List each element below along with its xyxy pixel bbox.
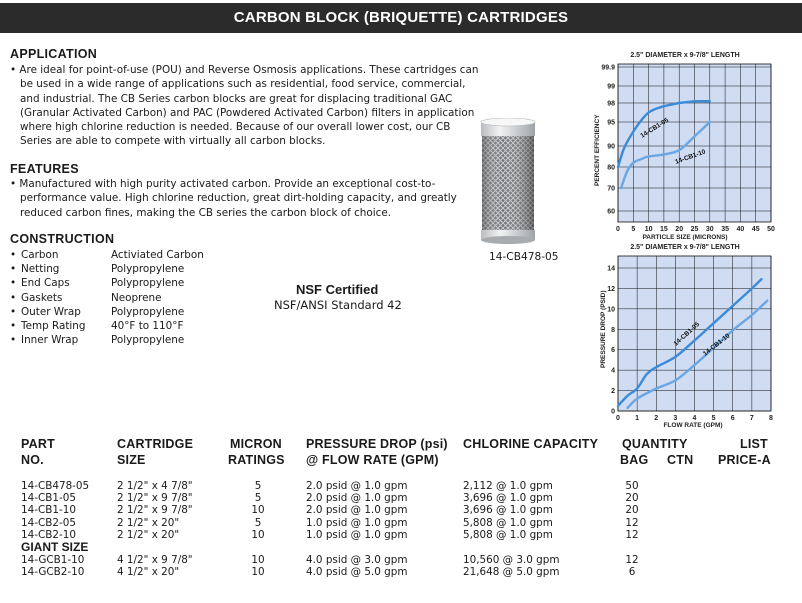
cell-bag: 12 bbox=[625, 528, 639, 541]
x-axis-label: PARTICLE SIZE (MICRONS) bbox=[642, 234, 728, 241]
header-pressure-line2: @ FLOW RATE (GPM) bbox=[306, 453, 439, 467]
y-tick-label: 80 bbox=[607, 164, 615, 172]
header-part bbox=[21, 436, 55, 468]
cell-micron: 10 bbox=[251, 528, 265, 541]
price-table bbox=[0, 480, 802, 578]
header-part-line2: NO. bbox=[21, 453, 44, 467]
x-tick-label: 30 bbox=[705, 226, 714, 233]
y-tick-label: 10 bbox=[607, 306, 615, 314]
construction-item bbox=[10, 319, 204, 333]
y-tick-label: 99.9 bbox=[601, 64, 615, 72]
construction-value: Polypropylene bbox=[111, 277, 185, 290]
cell-size: 2 1/2" x 20" bbox=[117, 516, 180, 529]
cell-size: 4 1/2" x 9 7/8" bbox=[117, 553, 193, 566]
construction-value: Polypropylene bbox=[111, 305, 185, 318]
nsf-certified-title: NSF Certified bbox=[296, 282, 379, 297]
header-micron-line1: MICRON bbox=[230, 437, 282, 451]
cell-size: 4 1/2" x 20" bbox=[117, 566, 180, 579]
cell-bag: 6 bbox=[628, 566, 636, 579]
construction-heading: CONSTRUCTION bbox=[10, 232, 115, 246]
cell-pressure: 2.0 psid @ 1.0 gpm bbox=[306, 492, 408, 505]
header-price: PRICE-A bbox=[718, 453, 771, 467]
cell-size: 2 1/2" x 9 7/8" bbox=[117, 492, 193, 505]
header-list: LIST bbox=[740, 437, 768, 451]
header-bag: BAG bbox=[620, 453, 649, 467]
cell-micron: 10 bbox=[251, 566, 265, 579]
table-row bbox=[0, 492, 802, 504]
series-label-cb1-10: 14-CB1-10 bbox=[701, 332, 732, 358]
cell-chlorine: 2,112 @ 1.0 gpm bbox=[463, 480, 553, 492]
x-axis-label: FLOW RATE (GPM) bbox=[663, 422, 723, 429]
y-tick-label: 12 bbox=[607, 285, 615, 293]
construction-item bbox=[10, 248, 204, 262]
cell-micron: 5 bbox=[254, 492, 262, 505]
header-pressure-line1: PRESSURE DROP (psi) bbox=[306, 437, 448, 451]
x-tick-label: 1 bbox=[635, 415, 640, 422]
construction-label: • Inner Wrap bbox=[10, 333, 111, 347]
x-tick-label: 0 bbox=[616, 415, 620, 422]
x-tick-label: 3 bbox=[673, 415, 678, 422]
cartridge-image bbox=[478, 118, 538, 246]
header-chlorine bbox=[463, 436, 598, 452]
header-ctn: CTN bbox=[667, 453, 694, 467]
header-size-line2: SIZE bbox=[117, 453, 146, 467]
table-row bbox=[0, 517, 802, 529]
cell-chlorine: 3,696 @ 1.0 gpm bbox=[463, 492, 553, 505]
y-tick-label: 99 bbox=[607, 83, 615, 91]
construction-item bbox=[10, 276, 204, 290]
table-row bbox=[0, 529, 802, 541]
features-heading: FEATURES bbox=[10, 162, 79, 176]
cell-part: 14-CB2-05 bbox=[21, 516, 76, 529]
y-tick-label: 4 bbox=[611, 367, 615, 375]
cell-chlorine: 5,808 @ 1.0 gpm bbox=[463, 516, 553, 529]
construction-value: Activiated Carbon bbox=[111, 249, 204, 261]
x-tick-label: 20 bbox=[675, 226, 684, 233]
header-size bbox=[117, 436, 193, 468]
cell-size: 2 1/2" x 20" bbox=[117, 528, 180, 541]
cell-part: 14-CB2-10 bbox=[21, 528, 76, 541]
cell-bag: 12 bbox=[625, 553, 639, 566]
header-quantity bbox=[622, 436, 688, 452]
x-tick-label: 35 bbox=[721, 226, 729, 233]
table-row bbox=[0, 554, 802, 566]
y-tick-label: 60 bbox=[607, 208, 615, 216]
cell-part: 14-CB1-10 bbox=[21, 504, 76, 517]
header-quantity-line1: QUANTITY bbox=[622, 437, 688, 451]
y-tick-label: 95 bbox=[607, 119, 615, 127]
x-tick-label: 5 bbox=[631, 226, 636, 233]
construction-label: • Gaskets bbox=[10, 291, 111, 305]
construction-value: 40°F to 110°F bbox=[111, 320, 184, 333]
application-heading: APPLICATION bbox=[10, 47, 98, 61]
y-axis-label: PERCENT EFFICIENCY bbox=[594, 114, 601, 186]
y-tick-label: 6 bbox=[611, 347, 615, 355]
cell-bag: 50 bbox=[625, 480, 639, 492]
cell-part: 14-GCB2-10 bbox=[21, 566, 85, 579]
table-row bbox=[0, 504, 802, 516]
header-part-line1: PART bbox=[21, 437, 55, 451]
construction-item bbox=[10, 305, 204, 319]
table-row bbox=[0, 566, 802, 578]
page-title: CARBON BLOCK (BRIQUETTE) CARTRIDGES bbox=[0, 3, 802, 33]
y-tick-label: 8 bbox=[611, 326, 615, 334]
y-tick-label: 90 bbox=[607, 143, 615, 151]
cell-bag: 20 bbox=[625, 504, 639, 517]
cell-part: 14-CB1-05 bbox=[21, 492, 76, 505]
x-tick-label: 8 bbox=[769, 415, 773, 422]
cartridge-label: 14-CB478-05 bbox=[489, 251, 559, 263]
x-tick-label: 4 bbox=[692, 415, 697, 422]
cell-size: 2 1/2" x 9 7/8" bbox=[117, 504, 193, 517]
giant-size-heading: GIANT SIZE bbox=[21, 539, 89, 554]
series-label-cb1-05: 14-CB1-05 bbox=[639, 116, 671, 140]
construction-list bbox=[10, 248, 204, 347]
cell-chlorine: 3,696 @ 1.0 gpm bbox=[463, 504, 553, 517]
efficiency-chart bbox=[588, 46, 788, 246]
cell-pressure: 2.0 psid @ 1.0 gpm bbox=[306, 480, 408, 492]
series-label-cb1-10: 14-CB1-10 bbox=[674, 148, 707, 166]
cell-bag: 20 bbox=[625, 492, 639, 505]
cell-chlorine: 5,808 @ 1.0 gpm bbox=[463, 528, 553, 541]
cell-micron: 10 bbox=[251, 553, 265, 566]
construction-value: Polypropylene bbox=[111, 334, 185, 347]
cell-micron: 10 bbox=[251, 504, 265, 517]
construction-value: Polypropylene bbox=[111, 263, 185, 276]
cell-chlorine: 21,648 @ 5.0 gpm bbox=[463, 566, 560, 579]
cell-pressure: 1.0 psid @ 1.0 gpm bbox=[306, 516, 408, 529]
x-tick-labels bbox=[616, 415, 773, 422]
cell-chlorine: 10,560 @ 3.0 gpm bbox=[463, 553, 560, 566]
y-tick-labels bbox=[601, 65, 615, 216]
y-tick-label: 98 bbox=[607, 100, 615, 108]
header-pressure bbox=[306, 436, 448, 468]
series-label-cb1-05: 14-CB1-05 bbox=[672, 321, 701, 348]
x-tick-label: 7 bbox=[749, 415, 754, 422]
construction-item bbox=[10, 262, 204, 276]
construction-label: • Carbon bbox=[10, 248, 111, 262]
construction-label: • Temp Rating bbox=[10, 319, 111, 333]
chart-title: 2.5" DIAMETER x 9-7/8" LENGTH bbox=[630, 244, 740, 251]
header-micron-line2: RATINGS bbox=[228, 453, 285, 467]
x-tick-labels bbox=[616, 226, 775, 233]
x-tick-label: 2 bbox=[654, 415, 659, 422]
cell-micron: 5 bbox=[254, 516, 262, 529]
cell-part: 14-CB478-05 bbox=[21, 480, 90, 492]
construction-label: • Outer Wrap bbox=[10, 305, 111, 319]
construction-item bbox=[10, 291, 204, 305]
x-tick-label: 5 bbox=[711, 415, 716, 422]
table-row bbox=[0, 480, 802, 492]
header-chlorine-line1: CHLORINE CAPACITY bbox=[463, 437, 599, 451]
y-tick-label: 70 bbox=[607, 185, 615, 193]
cell-pressure: 4.0 psid @ 5.0 gpm bbox=[306, 566, 408, 579]
x-tick-label: 6 bbox=[730, 415, 735, 422]
y-tick-labels bbox=[607, 266, 615, 416]
nsf-standard: NSF/ANSI Standard 42 bbox=[274, 298, 402, 312]
construction-label: • Netting bbox=[10, 262, 111, 276]
application-text: • Are ideal for point-of-use (POU) and Reverse Osmosis applications. These cartridges can be used in a wide range of applications such as residential, food service, commercial, and industrial. The CB Series carbon blocks are great for displacing traditional GAC (Granular Activated Carbon) and PAC (Powdered Activated Carbon) filters in application where high chlorine reduction is needed. Because of our overall lower cost, our CB Series are able to compete with virtually all carbon blocks. bbox=[10, 64, 479, 148]
features-text: • Manufactured with high purity activated carbon. Provide an exceptional cost-to-performance value. High chlorine reduction, great dirt-holding capacity, and greatly reduced carbon fines, making the CB series the carbon block of choice. bbox=[10, 178, 457, 219]
x-tick-label: 25 bbox=[690, 226, 699, 233]
cell-pressure: 2.0 psid @ 1.0 gpm bbox=[306, 504, 408, 517]
cell-pressure: 4.0 psid @ 3.0 gpm bbox=[306, 553, 408, 566]
x-tick-label: 10 bbox=[644, 226, 653, 233]
x-tick-label: 0 bbox=[616, 226, 620, 233]
x-tick-label: 45 bbox=[751, 226, 760, 233]
x-tick-label: 50 bbox=[767, 226, 775, 233]
construction-value: Neoprene bbox=[111, 291, 162, 304]
construction-label: • End Caps bbox=[10, 276, 111, 290]
x-tick-label: 15 bbox=[660, 226, 668, 233]
header-micron bbox=[228, 436, 285, 468]
cell-size: 2 1/2" x 4 7/8" bbox=[117, 480, 193, 492]
construction-item bbox=[10, 333, 204, 347]
y-tick-label: 2 bbox=[611, 388, 615, 396]
header-size-line1: CARTRIDGE bbox=[117, 437, 194, 451]
chart-title: 2.5" DIAMETER x 9-7/8" LENGTH bbox=[630, 52, 740, 59]
y-tick-label: 0 bbox=[611, 408, 615, 416]
y-axis-label: PRESSURE DROP (PSID) bbox=[600, 290, 607, 368]
cell-micron: 5 bbox=[254, 480, 262, 492]
pressure-drop-chart bbox=[588, 240, 788, 435]
y-tick-label: 14 bbox=[607, 265, 615, 273]
cell-pressure: 1.0 psid @ 1.0 gpm bbox=[306, 528, 408, 541]
cell-bag: 12 bbox=[625, 516, 639, 529]
cell-part: 14-GCB1-10 bbox=[21, 553, 85, 566]
x-tick-label: 40 bbox=[736, 226, 745, 233]
